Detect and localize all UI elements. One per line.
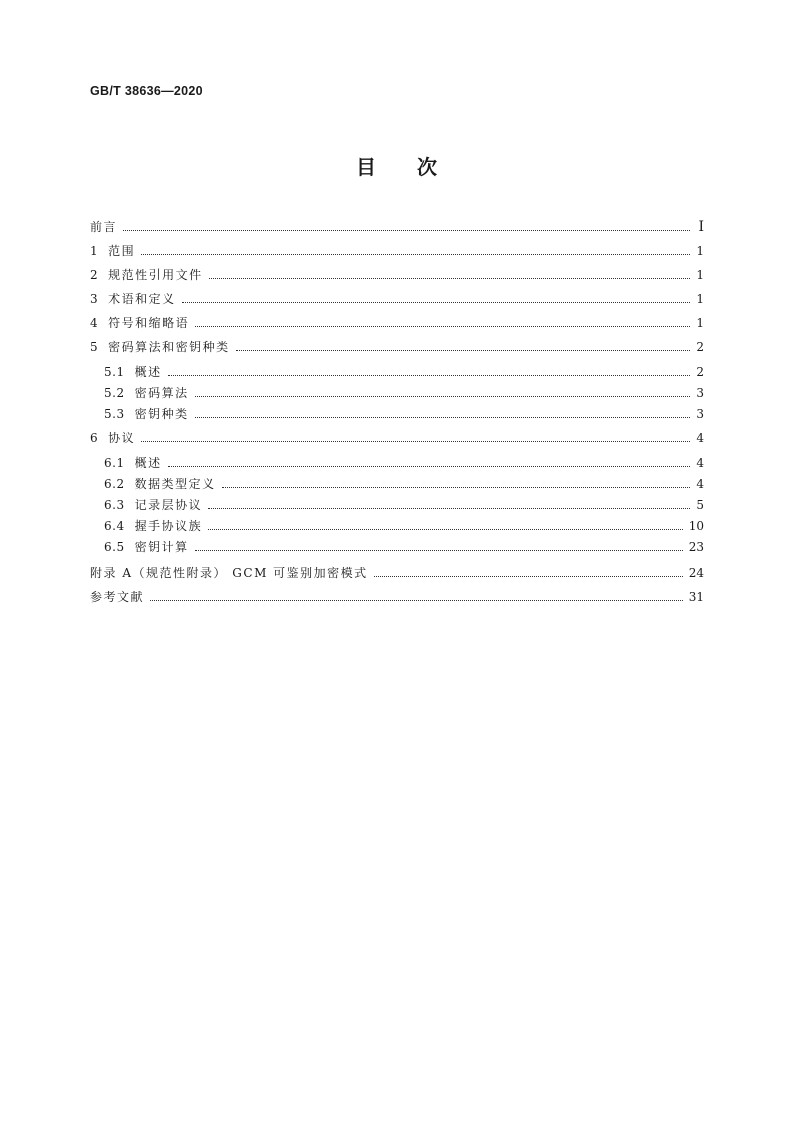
toc-entry-page: 1 — [696, 268, 704, 282]
toc-leader-dots — [236, 350, 690, 351]
toc-entry-6-2[interactable] — [104, 474, 704, 494]
toc-entry-label: 概述 — [134, 365, 162, 379]
toc-entry-label: 附录 A（规范性附录） GCM 可鉴别加密模式 — [90, 566, 368, 580]
toc-entry-page: 1 — [696, 244, 704, 258]
toc-leader-dots — [141, 441, 690, 442]
toc-leader-dots — [168, 375, 690, 376]
toc-entry-label: 前言 — [90, 220, 118, 234]
toc-entry-page: 4 — [696, 477, 704, 491]
toc-entry-page: 4 — [696, 456, 704, 470]
toc-entry-number: 5.1 — [104, 365, 125, 379]
toc-entry-5-2[interactable] — [104, 383, 704, 403]
document-code: GB/T 38636—2020 — [90, 84, 203, 98]
toc-leader-dots — [208, 529, 683, 530]
toc-entry-page: 1 — [696, 292, 704, 306]
toc-leader-dots — [195, 326, 690, 327]
toc-entry-1[interactable] — [90, 241, 704, 261]
toc-entry-annex-a[interactable] — [90, 563, 704, 583]
toc-entry-number: 6.4 — [104, 519, 125, 533]
toc-entry-5-3[interactable] — [104, 404, 704, 424]
toc-entry-6-4[interactable] — [104, 516, 704, 536]
toc-entry-page: 24 — [688, 566, 704, 580]
toc-entry-5[interactable] — [90, 337, 704, 357]
toc-leader-dots — [150, 600, 683, 601]
toc-entry-label: 记录层协议 — [134, 498, 203, 512]
toc-entry-number: 6.3 — [104, 498, 125, 512]
toc-entry-page: 10 — [688, 519, 704, 533]
toc-entry-label: 参考文献 — [90, 590, 145, 604]
toc-entry-6-1[interactable] — [104, 453, 704, 473]
toc-entry-number: 6.2 — [104, 477, 125, 491]
toc-entry-page: 5 — [696, 498, 704, 512]
toc-entry-label: 密钥种类 — [134, 407, 189, 421]
toc-entry-label: 术语和定义 — [108, 292, 176, 306]
toc-entry-number: 6 — [90, 431, 99, 445]
toc-entry-page: 3 — [696, 407, 704, 421]
toc-entry-bibliography[interactable] — [90, 587, 704, 607]
page-title — [0, 151, 794, 180]
toc-entry-page: I — [698, 219, 704, 235]
toc-leader-dots — [195, 417, 690, 418]
toc-entry-page: 3 — [696, 386, 704, 400]
toc-entry-3[interactable] — [90, 289, 704, 309]
toc-entry-number: 5 — [90, 340, 99, 354]
title-part-1: 目 — [356, 155, 377, 179]
toc-entry-number: 5.3 — [104, 407, 125, 421]
toc-entry-4[interactable] — [90, 313, 704, 333]
toc-leader-dots — [141, 254, 690, 255]
toc-leader-dots — [374, 576, 683, 577]
toc-leader-dots — [182, 302, 690, 303]
toc-entry-number: 6.5 — [104, 540, 125, 554]
toc-entry-number: 6.1 — [104, 456, 125, 470]
toc-entry-2[interactable] — [90, 265, 704, 285]
toc-entry-foreword[interactable] — [90, 217, 704, 237]
toc-entry-number: 1 — [90, 244, 99, 258]
toc-entry-label: 符号和缩略语 — [108, 316, 190, 330]
toc-entry-page: 2 — [696, 365, 704, 379]
toc-entry-page: 4 — [696, 431, 704, 445]
toc-leader-dots — [168, 466, 690, 467]
toc-entry-label: 概述 — [134, 456, 162, 470]
toc-entry-label: 握手协议族 — [134, 519, 203, 533]
toc-leader-dots — [123, 230, 690, 231]
toc-entry-label: 范围 — [108, 244, 136, 258]
toc-entry-number: 4 — [90, 316, 99, 330]
toc-entry-label: 协议 — [108, 431, 136, 445]
title-part-2: 次 — [417, 155, 438, 179]
toc-entry-page: 1 — [696, 316, 704, 330]
toc-leader-dots — [222, 487, 690, 488]
toc-entry-5-1[interactable] — [104, 362, 704, 382]
toc-leader-dots — [195, 550, 683, 551]
toc-leader-dots — [195, 396, 690, 397]
toc-entry-6-3[interactable] — [104, 495, 704, 515]
toc-leader-dots — [208, 508, 690, 509]
toc-entry-label: 密码算法 — [134, 386, 189, 400]
toc-entry-number: 5.2 — [104, 386, 125, 400]
toc-entry-label: 数据类型定义 — [134, 477, 216, 491]
toc-entry-6[interactable] — [90, 428, 704, 448]
toc-leader-dots — [209, 278, 690, 279]
toc-entry-label: 密钥计算 — [134, 540, 189, 554]
toc-entry-page: 31 — [688, 590, 704, 604]
toc-entry-6-5[interactable] — [104, 537, 704, 557]
toc-entry-number: 2 — [90, 268, 99, 282]
toc-entry-page: 2 — [696, 340, 704, 354]
toc-entry-page: 23 — [688, 540, 704, 554]
toc-entry-number: 3 — [90, 292, 99, 306]
toc-entry-label: 密码算法和密钥种类 — [108, 340, 230, 354]
toc-entry-label: 规范性引用文件 — [108, 268, 203, 282]
